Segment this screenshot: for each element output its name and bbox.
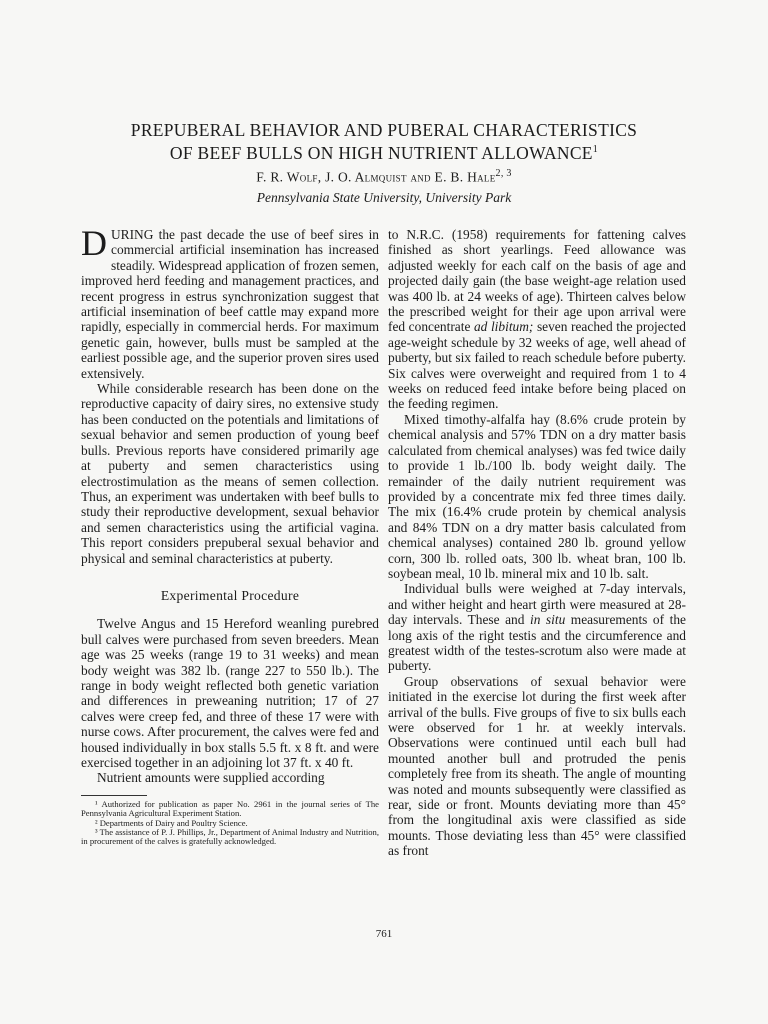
author-line (0, 168, 768, 186)
author-names: F. R. Wolf, J. O. Almquist and E. B. Hale (256, 169, 496, 185)
affiliation: Pennsylvania State University, University Park (256, 190, 512, 205)
author-footnote-marker: 2, 3 (495, 168, 512, 179)
section-heading: Experimental Procedure (160, 587, 300, 603)
footnote-2: ² Departments of Dairy and Poultry Science. (95, 817, 248, 828)
paragraph-measurements (388, 581, 686, 673)
left-column (81, 223, 379, 847)
paragraph-research: While considerable research has been done on the reproductive capacity of dairy sires, no extensive study has been conducted on the potentials and limitations of sexual behavior and semen production of young beef bulls. Previous reports have considered primarily age at puberty and semen characteristics using electrostimulation as the means of semen collection. Thus, an experiment was undertaken with beef bulls to study their reproductive development, sexual behavior and semen characteristics using the artificial vagina. This report considers prepuberal sexual behavior and physical and seminal characteristics at puberty. (81, 381, 379, 566)
measurements-italic: in situ (529, 612, 566, 628)
footnote-rule (81, 795, 147, 796)
drop-cap: D (81, 223, 107, 263)
title-line-2-text: OF BEEF BULLS ON HIGH NUTRIENT ALLOWANCE (169, 142, 593, 163)
measurements-text-b: measurements of the long axis of the right testis and the circumference and greatest width of the testes-scrotum also were made at puberty. (388, 612, 686, 674)
feeding-text-b: seven reached the projected age-weight schedule by 32 weeks of age, well ahead of puberty, but six failed to reach schedule before puberty. Six calves were overweight and required from 1 to 4 weeks on reduced feed intake before being placed on the feeding regimen. (388, 319, 686, 412)
title-line-2 (0, 140, 768, 163)
footnote-3: ³ The assistance of P. J. Phillips, Jr., Department of Animal Industry and Nutrition, in procurement of the calves is gratefully acknowledged. (81, 827, 379, 847)
paragraph-animals: Twelve Angus and 15 Hereford weanling purebred bull calves were purchased from seven breeders. Mean age was 25 weeks (range 19 to 31 weeks) and mean body weight was 382 lb. (range 227 to 550 lb.). The range in body weight reflected both genetic variation and differences in preweaning nutrition; 17 of 27 calves were creep fed, and three of these 17 were with nurse cows. After procurement, the calves were fed and housed individually in box stalls 5.5 ft. x 8 ft. and were exercised together in an adjoining lot 37 ft. x 40 ft. (81, 616, 379, 770)
footnote-1: ¹ Authorized for publication as paper No. 2961 in the journal series of The Pennsylvania Agricultural Experiment Station. (81, 798, 379, 819)
intro-text: URING the past decade the use of beef sires in commercial artificial insemination has increased steadily. Widespread application of frozen semen, improved herd feeding and management practices, and recent progress in estrus synchronization suggest that artificial insemination of beef cattle may expand more rapidly, especially in commercial herds. For maximum genetic gain, however, bulls must be sampled at the earliest possible age, and the superior proven sires used extensively. (81, 227, 379, 381)
title-footnote-marker: 1 (592, 144, 599, 155)
feeding-text-a: to N.R.C. (1958) requirements for fattening calves finished as short yearlings. Feed allowance was adjusted weekly for each calf on the basis of age and projected daily gain (the base weight-age relation used was 400 lb. at 24 weeks of age). Thirteen calves below the prescribed weight for their age upon arrival were fed concentrate (388, 227, 686, 335)
paragraph-hay: Mixed timothy-alfalfa hay (8.6% crude protein by chemical analysis and 57% TDN on a dry matter basis calculated from chemical analyses) was fed twice daily to provide 1 lb./100 lb. body weight daily. The remainder of the daily nutrient requirement was provided by a concentrate mix fed three times daily. The mix (16.4% crude protein by chemical analysis and 84% TDN on a dry matter basis calculated from chemical analyses) contained 280 lb. ground yellow corn, 300 lb. rolled oats, 300 lb. wheat bran, 100 lb. soybean meal, 10 lb. mineral mix and 10 lb. salt. (388, 411, 686, 581)
title-line-1: PREPUBERAL BEHAVIOR AND PUBERAL CHARACTERISTICS (130, 120, 638, 140)
paragraph-nutrient-start: Nutrient amounts were supplied according (97, 770, 325, 786)
intro-paragraph (81, 223, 379, 381)
measurements-text-a: Individual bulls were weighed at 7-day intervals, and wither height and heart girth were measured at 28-day intervals. These and (388, 581, 686, 628)
page-number: 761 (375, 928, 393, 940)
paragraph-feeding (388, 227, 686, 412)
right-column (388, 227, 686, 859)
feeding-italic: ad libitum; (473, 319, 534, 335)
article-title (0, 121, 768, 163)
paragraph-behavior: Group observations of sexual behavior were initiated in the exercise lot during the first week after arrival of the bulls. Five groups of five to six bulls each were observed for 1 hr. at weekly intervals. Observations were continued until each bull had mounted another bull and protruded the penis completely free from its sheath. The angle of mounting was noted and mounts subsequently were classified as rear, side or front. Mounts deviating more than 45° from the longitudinal axis were classified as side mounts. Those deviating less than 45° were classified as front (388, 673, 686, 859)
footnotes (81, 800, 379, 847)
